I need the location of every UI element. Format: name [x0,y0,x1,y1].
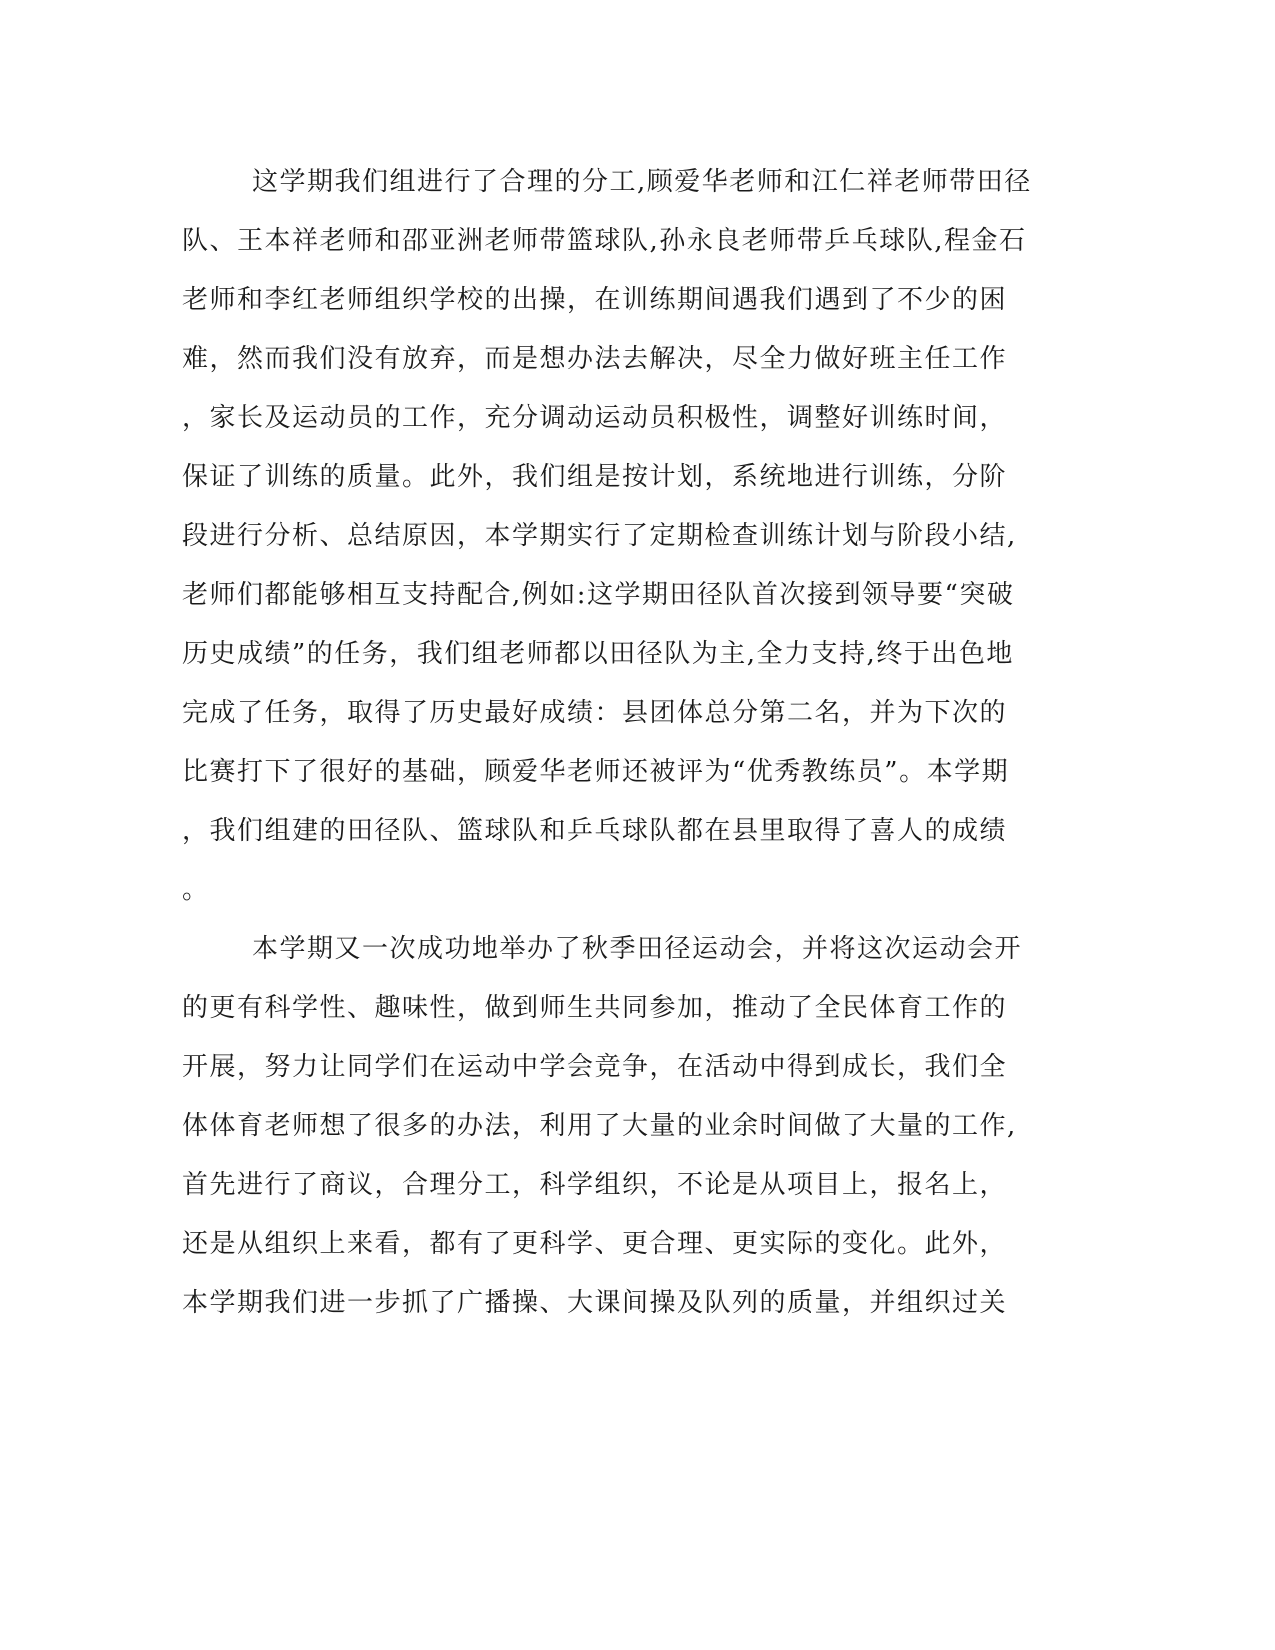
paragraph-2-line-4: 体体育老师想了很多的办法，利用了大量的业余时间做了大量的工作, [182,1111,1017,1141]
paragraph-1-line-7: 段进行分析、总结原因，本学期实行了定期检查训练计划与阶段小结, [182,521,1017,551]
paragraph-2-line-2: 的更有科学性、趣味性，做到师生共同参加，推动了全民体育工作的 [182,993,1008,1023]
paragraph-2-line-1: 本学期又一次成功地举办了秋季田径运动会，并将这次运动会开 [252,934,1023,964]
paragraph-2-line-3: 开展，努力让同学们在运动中学会竞争，在活动中得到成长，我们全 [182,1052,1008,1082]
paragraph-1-line-10: 完成了任务，取得了历史最好成绩：县团体总分第二名，并为下次的 [182,698,1008,728]
paragraph-1-line-4: 难，然而我们没有放弃，而是想办法去解决，尽全力做好班主任工作 [182,344,1008,374]
paragraph-1-line-8: 老师们都能够相互支持配合,例如:这学期田径队首次接到领导要“突破 [182,580,1015,610]
paragraph-2-line-7: 本学期我们进一步抓了广播操、大课间操及队列的质量，并组织过关 [182,1288,1008,1318]
paragraph-1-line-9: 历史成绩”的任务，我们组老师都以田径队为主,全力支持,终于出色地 [182,639,1014,669]
paragraph-1-line-13: 。 [182,875,210,905]
paragraph-1-line-6: 保证了训练的质量。此外，我们组是按计划，系统地进行训练，分阶 [182,462,1008,492]
paragraph-1-line-1: 这学期我们组进行了合理的分工,顾爱华老师和江仁祥老师带田径 [252,167,1032,197]
paragraph-1-line-3: 老师和李红老师组织学校的出操，在训练期间遇我们遇到了不少的困 [182,285,1008,315]
paragraph-1-line-11: 比赛打下了很好的基础，顾爱华老师还被评为“优秀教练员”。本学期 [182,757,1010,787]
paragraph-2-line-5: 首先进行了商议，合理分工，科学组织，不论是从项目上，报名上， [182,1170,1008,1200]
paragraph-1-line-12: ，我们组建的田径队、篮球队和乒乓球队都在县里取得了喜人的成绩 [182,816,1008,846]
paragraph-1-line-2: 队、王本祥老师和邵亚洲老师带篮球队,孙永良老师带乒乓球队,程金石 [182,226,1027,256]
paragraph-2-line-6: 还是从组织上来看，都有了更科学、更合理、更实际的变化。此外， [182,1229,1008,1259]
paragraph-1-line-5: ，家长及运动员的工作，充分调动运动员积极性，调整好训练时间， [182,403,1008,433]
